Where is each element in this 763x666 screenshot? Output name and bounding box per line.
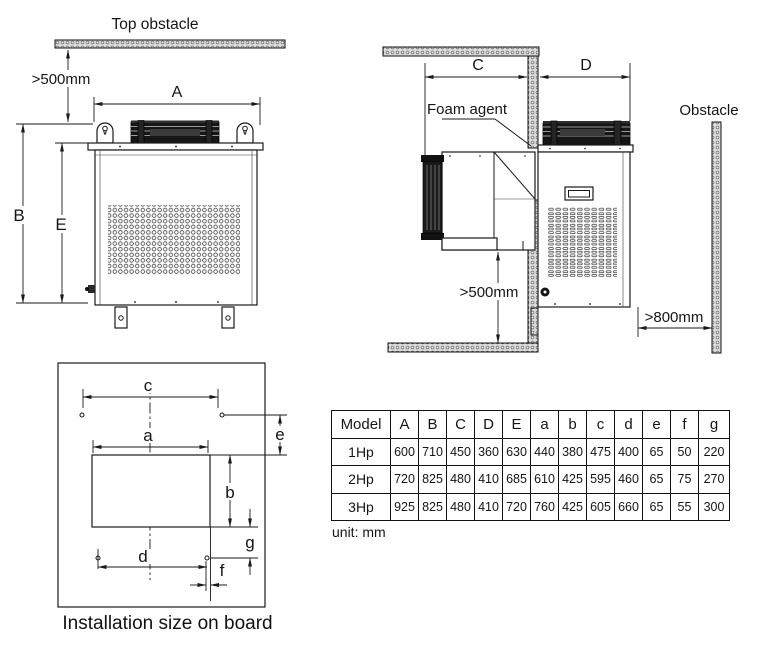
cutout-opening	[92, 455, 210, 527]
value-cell: 410	[475, 466, 503, 494]
dim-A-label: A	[171, 84, 183, 101]
table-header-cell: E	[503, 411, 531, 439]
side-right-clearance-dimension	[638, 307, 712, 337]
unit-note: unit: mm	[332, 524, 386, 540]
value-cell: 760	[531, 493, 559, 521]
mounting-foot-left	[115, 307, 127, 328]
value-cell: 685	[503, 466, 531, 494]
mounting-wall-upper	[528, 56, 538, 148]
floor-wall	[388, 343, 538, 352]
side-bottom-clearance-label: >500mm	[459, 284, 519, 301]
value-cell: 270	[699, 466, 730, 494]
table-header-cell: C	[447, 411, 475, 439]
front-top-clearance-dimension	[31, 50, 92, 122]
dim-c-label: c	[143, 376, 153, 395]
drain-fitting-front	[85, 285, 95, 293]
value-cell: 480	[447, 493, 475, 521]
value-cell: 380	[559, 438, 587, 466]
dim-e-label: e	[275, 425, 285, 444]
table-header-cell: A	[391, 411, 419, 439]
value-cell: 480	[447, 466, 475, 494]
value-cell: 65	[643, 466, 671, 494]
table-row	[332, 466, 730, 494]
value-cell: 410	[475, 493, 503, 521]
table-header-cell: B	[419, 411, 447, 439]
drain-fitting-side	[541, 288, 550, 297]
dimension-A	[94, 84, 260, 125]
table-header-cell: g	[699, 411, 730, 439]
dim-d-label: d	[138, 547, 148, 566]
value-cell: 630	[503, 438, 531, 466]
dimension-D	[540, 57, 630, 121]
value-cell: 825	[419, 493, 447, 521]
table-header-cell: b	[559, 411, 587, 439]
dim-B-label: B	[13, 206, 25, 225]
value-cell: 825	[419, 466, 447, 494]
condenser-coil-side	[543, 121, 630, 147]
value-cell: 55	[671, 493, 699, 521]
value-cell: 400	[615, 438, 643, 466]
mounting-foot-right	[222, 307, 234, 328]
top-obstacle-wall	[55, 40, 285, 48]
dimension-B	[11, 124, 93, 303]
nameplate	[565, 187, 593, 200]
dim-g-label: g	[245, 533, 255, 552]
evaporator-fan	[423, 162, 442, 233]
value-cell: 720	[391, 466, 419, 494]
perforated-grille	[108, 205, 240, 275]
louver-vents	[547, 207, 617, 277]
ceiling-wall	[383, 47, 539, 56]
value-cell: 220	[699, 438, 730, 466]
dimension-table	[331, 410, 730, 521]
value-cell: 75	[671, 466, 699, 494]
value-cell: 710	[419, 438, 447, 466]
side-bottom-clearance-dimension	[455, 252, 523, 343]
foam-agent-callout	[427, 101, 531, 146]
dimension-table-body	[332, 438, 730, 521]
value-cell: 65	[643, 493, 671, 521]
monoblock-unit-front	[85, 121, 263, 329]
dimension-e	[272, 415, 287, 455]
model-cell: 2Hp	[332, 466, 391, 494]
value-cell: 65	[643, 438, 671, 466]
table-row	[332, 493, 730, 521]
evaporator-section	[421, 152, 535, 250]
table-header-cell: e	[643, 411, 671, 439]
side-view-diagram	[375, 15, 763, 365]
dimension-E	[54, 143, 90, 303]
value-cell: 660	[615, 493, 643, 521]
value-cell: 460	[615, 466, 643, 494]
dim-E-label: E	[55, 215, 67, 234]
side-right-clearance-label: >800mm	[644, 309, 704, 326]
value-cell: 50	[671, 438, 699, 466]
value-cell: 450	[447, 438, 475, 466]
dim-a-label: a	[143, 426, 153, 445]
drain-pan	[442, 238, 497, 250]
table-header-cell: c	[587, 411, 615, 439]
value-cell: 475	[587, 438, 615, 466]
obstacle-wall	[712, 122, 721, 353]
table-header-cell: D	[475, 411, 503, 439]
value-cell: 925	[391, 493, 419, 521]
value-cell: 300	[699, 493, 730, 521]
value-cell: 425	[559, 493, 587, 521]
value-cell: 440	[531, 438, 559, 466]
front-top-clearance-label: >500mm	[31, 71, 91, 88]
board-view-diagram	[40, 358, 340, 613]
condenser-section	[531, 121, 633, 335]
dim-f-label: f	[219, 561, 225, 580]
table-header-cell: d	[615, 411, 643, 439]
dim-D-label: D	[580, 57, 592, 74]
value-cell: 605	[587, 493, 615, 521]
table-header-cell: Model	[332, 411, 391, 439]
table-row	[332, 438, 730, 466]
foam-agent-label: Foam agent	[427, 101, 508, 118]
top-obstacle-label: Top obstacle	[111, 16, 199, 33]
value-cell: 595	[587, 466, 615, 494]
value-cell: 600	[391, 438, 419, 466]
table-header-cell: a	[531, 411, 559, 439]
model-cell: 1Hp	[332, 438, 391, 466]
dim-b-label: b	[225, 483, 235, 502]
condenser-coil-front	[131, 121, 219, 145]
obstacle-label: Obstacle	[679, 102, 739, 119]
value-cell: 720	[503, 493, 531, 521]
dim-C-label: C	[472, 57, 484, 74]
value-cell: 610	[531, 466, 559, 494]
table-header-cell: f	[671, 411, 699, 439]
front-view-diagram	[0, 0, 320, 356]
value-cell: 360	[475, 438, 503, 466]
dimension-table-header-row	[332, 411, 730, 439]
value-cell: 425	[559, 466, 587, 494]
model-cell: 3Hp	[332, 493, 391, 521]
board-caption: Installation size on board	[62, 613, 273, 634]
